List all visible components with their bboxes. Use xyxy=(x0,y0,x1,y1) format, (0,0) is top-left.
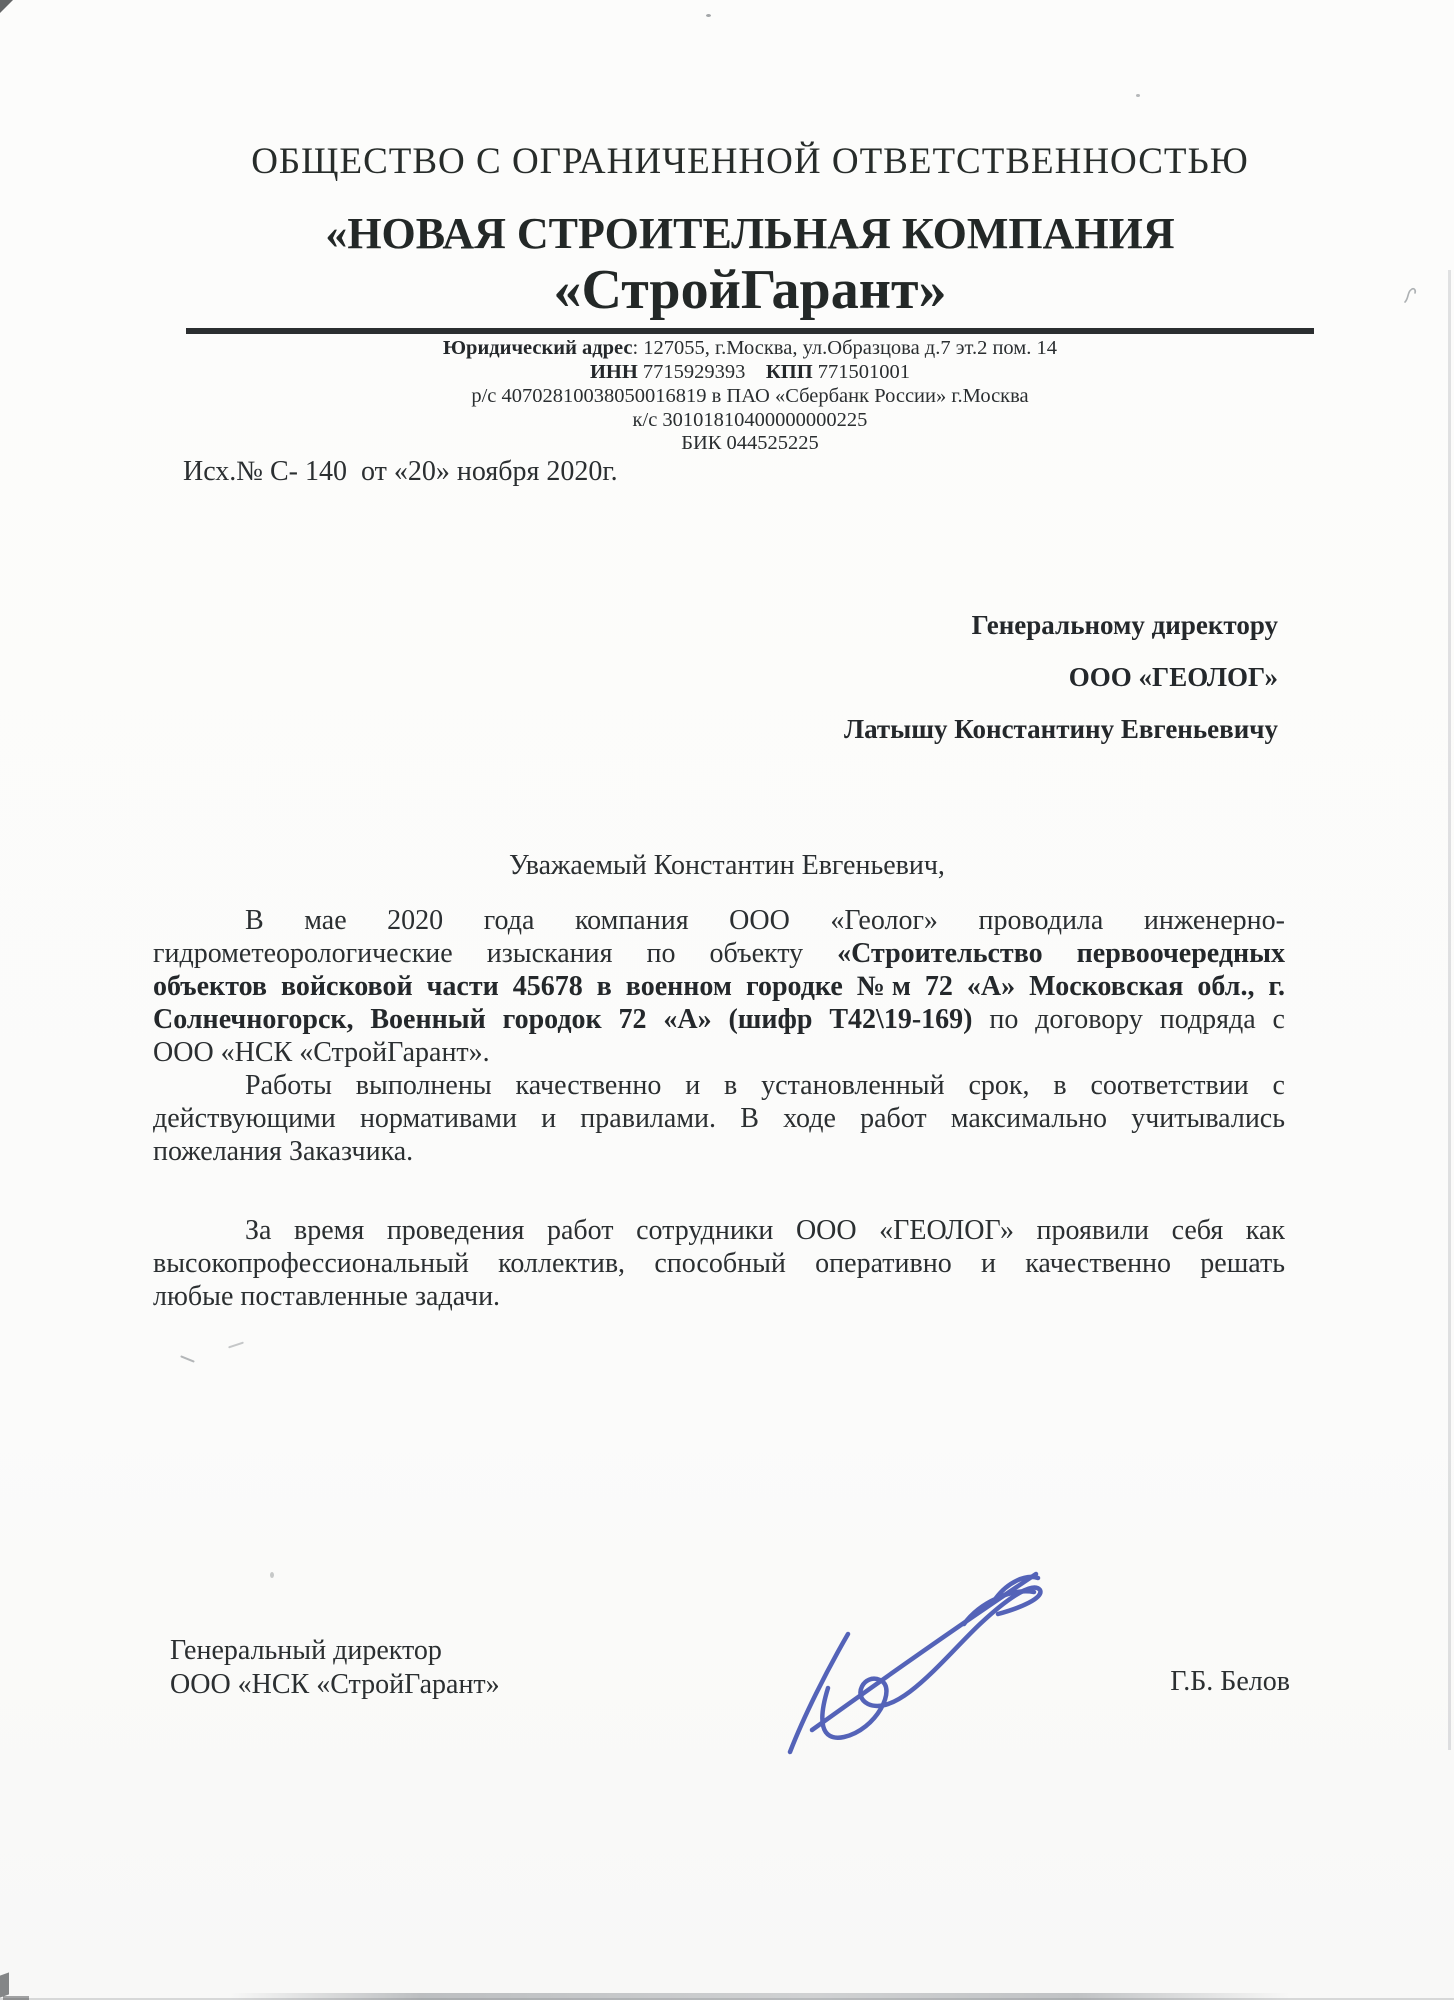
text-segment: : 127055, г.Москва, ул.Образцова д.7 эт.2 пом. 14 xyxy=(632,337,1058,359)
bold-text-segment: Солнечногорск, Военный городок 72 «А» (шифр Т42\19-169) xyxy=(153,1004,973,1035)
addressee-company: ООО «ГЕОЛОГ» xyxy=(1068,662,1278,692)
company-name-line2: «СтройГарант» xyxy=(553,259,947,321)
bik-line: БИК 044525225 xyxy=(681,432,819,454)
text-segment: высокопрофессиональный коллектив, способный оперативно и качественно решать xyxy=(153,1248,1285,1279)
bank-account-line: р/с 40702810038050016819 в ПАО «Сбербанк России» г.Москва xyxy=(471,385,1029,407)
org-type-heading: ОБЩЕСТВО С ОГРАНИЧЕННОЙ ОТВЕТСТВЕННОСТЬЮ xyxy=(251,141,1249,182)
addressee-person: Латышу Константину Евгеньевичу xyxy=(843,714,1278,744)
signer-name: Г.Б. Белов xyxy=(1170,1666,1290,1697)
body-paragraph-1 xyxy=(153,904,1285,1069)
text-segment: пожелания Заказчика. xyxy=(153,1136,414,1167)
signature-ink-image xyxy=(768,1538,1060,1760)
inn-kpp-line xyxy=(150,360,1350,384)
text-segment: Работы выполнены качественно и в установленный срок, в соответствии с xyxy=(245,1070,1285,1101)
body-text-line xyxy=(153,1069,1285,1102)
signer-title-line1: Генеральный директор xyxy=(170,1635,442,1666)
body-text-line xyxy=(153,1280,1285,1313)
scan-artifact-speck xyxy=(706,14,711,17)
bold-text-segment: КПП xyxy=(765,361,813,383)
body-text-line xyxy=(153,970,1285,1003)
signer-title-block xyxy=(170,1634,500,1702)
letterhead-divider-rule xyxy=(186,328,1314,334)
body-paragraph-2 xyxy=(153,1069,1285,1168)
body-text-line xyxy=(153,1214,1285,1247)
bold-text-segment: Юридический адрес xyxy=(442,337,633,359)
bold-text-segment: объектов войсковой части 45678 в военном городке №м 72 «А» Московская обл., г. xyxy=(153,971,1285,1002)
text-segment: ООО «НСК «СтройГарант». xyxy=(153,1037,490,1068)
corr-account-line: к/с 30101810400000000225 xyxy=(632,409,868,431)
text-segment: За время проведения работ сотрудники ООО «ГЕОЛОГ» проявили себя как xyxy=(245,1215,1285,1246)
body-text-line xyxy=(153,904,1285,937)
scan-artifact-tick xyxy=(180,1355,195,1362)
scan-artifact-right-edge xyxy=(1448,270,1451,1750)
legal-address-line xyxy=(150,336,1350,360)
text-segment: действующими нормативами и правилами. В ходе работ максимально учитывались xyxy=(153,1103,1285,1134)
body-text-line xyxy=(153,937,1285,970)
body-text-line xyxy=(153,1102,1285,1135)
addressee-block xyxy=(844,610,1278,766)
text-segment: по договору подряда с xyxy=(972,1004,1285,1035)
addressee-position: Генеральному директору xyxy=(971,610,1278,640)
text-segment: В мае 2020 года компания ООО «Геолог» проводила инженерно- xyxy=(245,905,1285,936)
company-name-line1: «НОВАЯ СТРОИТЕЛЬНАЯ КОМПАНИЯ xyxy=(325,209,1175,258)
body-text-line xyxy=(153,1135,1285,1168)
signer-title-line2: ООО «НСК «СтройГарант» xyxy=(170,1669,500,1700)
text-segment: 771501001 xyxy=(812,361,911,383)
scan-artifact-bottom-left-corner xyxy=(0,1972,9,1997)
scan-artifact-speck xyxy=(270,1572,274,1578)
scan-artifact-bottom-smear xyxy=(230,1993,1290,2000)
bold-text-segment: «Строительство первоочередных xyxy=(837,938,1286,969)
scan-artifact-tick xyxy=(228,1342,244,1349)
scan-artifact-top-left-corner xyxy=(0,0,13,13)
body-text-line xyxy=(153,1247,1285,1280)
bold-text-segment: ИНН xyxy=(589,361,638,383)
scan-artifact-bottom-left-corner xyxy=(3,1996,29,2000)
body-paragraph-3 xyxy=(153,1214,1285,1313)
text-segment: 7715929393 xyxy=(637,361,766,383)
text-segment: гидрометеорологические изыскания по объекту xyxy=(153,938,838,969)
scan-artifact-speck xyxy=(1136,94,1140,97)
text-segment: любые поставленные задачи. xyxy=(153,1281,501,1312)
body-text-line xyxy=(153,1003,1285,1036)
outgoing-reference-line: Исх.№ С- 140 от «20» ноября 2020г. xyxy=(183,456,618,487)
scan-artifact-squiggle xyxy=(1402,286,1418,306)
body-text-line xyxy=(153,1036,1285,1069)
salutation-line: Уважаемый Константин Евгеньевич, xyxy=(509,850,945,881)
letter-body xyxy=(153,904,1285,1313)
